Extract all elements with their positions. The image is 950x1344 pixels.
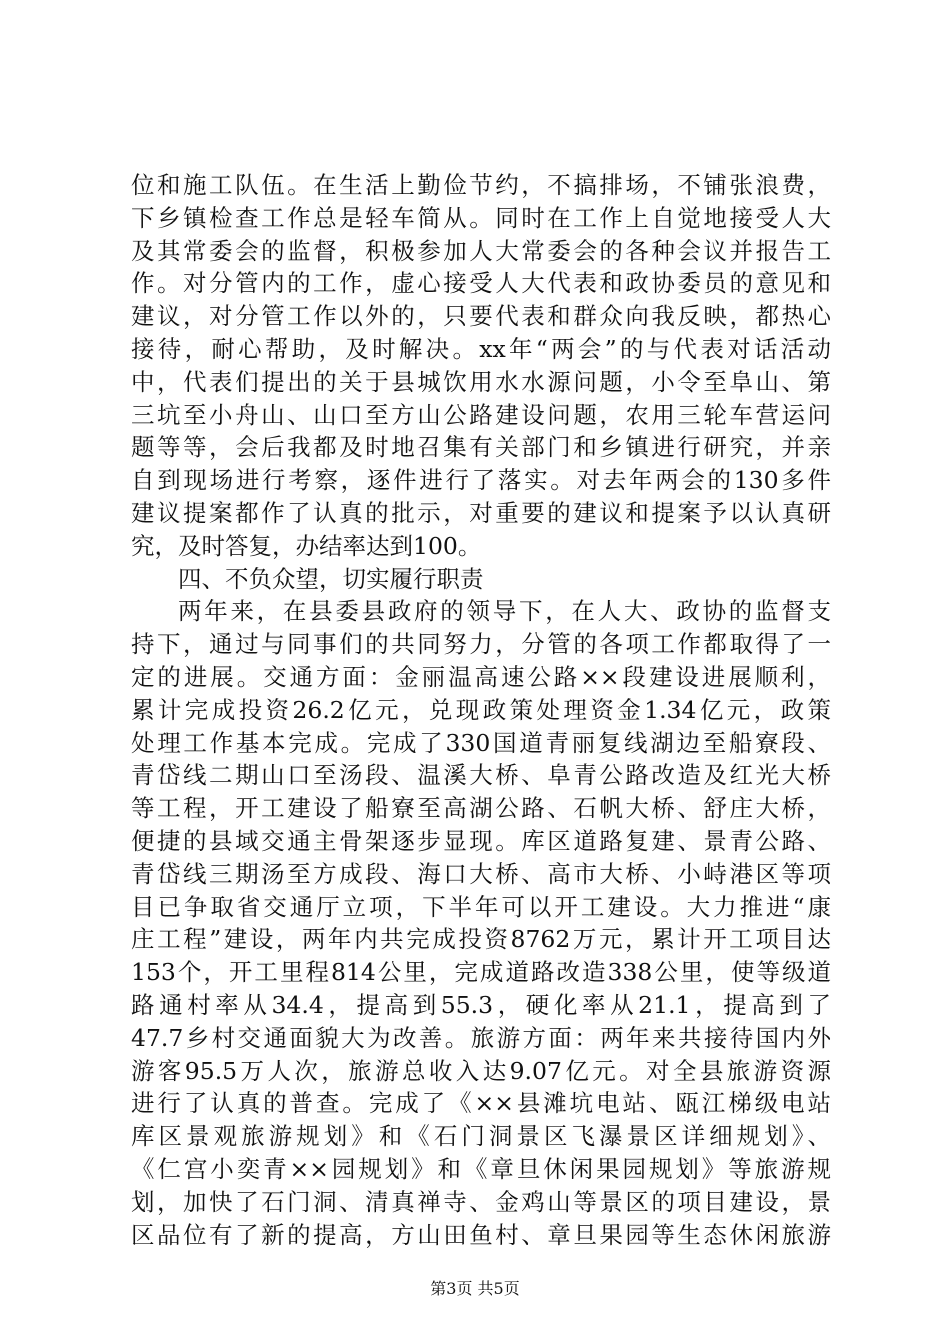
text-line: 青岱线三期汤至方成段、海口大桥、高市大桥、小峙港区等项 [131, 859, 831, 888]
text-line: 两年来，在县委县政府的领导下，在人大、政协的监督支 [178, 597, 831, 626]
text-line: 中，代表们提出的关于县城饮用水水源问题，小令至阜山、第 [131, 367, 831, 396]
text-line: 《仁宫小奕青××园规划》和《章旦休闲果园规划》等旅游规 [131, 1154, 831, 1183]
text-line: 建议，对分管工作以外的，只要代表和群众向我反映，都热心 [131, 302, 831, 331]
text-line: 下乡镇检查工作总是轻车简从。同时在工作上自觉地接受人大 [131, 203, 831, 232]
text-line: 等工程，开工建设了船寮至高湖公路、石帆大桥、舒庄大桥， [131, 794, 831, 823]
text-line: 47.7乡村交通面貌大为改善。旅游方面：两年来共接待国内外 [131, 1023, 831, 1052]
text-line: 及其常委会的监督，积极参加人大常委会的各种会议并报告工 [131, 236, 831, 265]
text-line: 作。对分管内的工作，虚心接受人大代表和政协委员的意见和 [131, 269, 831, 298]
text-line: 区品位有了新的提高，方山田鱼村、章旦果园等生态休闲旅游 [131, 1220, 831, 1249]
text-line: 库区景观旅游规划》和《石门洞景区飞瀑景区详细规划》、 [131, 1122, 831, 1151]
section-heading: 四、不负众望，切实履行职责 [178, 564, 484, 593]
text-line: 自到现场进行考察，逐件进行了落实。对去年两会的130多件 [131, 466, 831, 495]
text-line: 接待，耐心帮助，及时解决。xx年“两会”的与代表对话活动 [131, 334, 831, 363]
text-line: 建议提案都作了认真的批示，对重要的建议和提案予以认真研 [131, 498, 831, 527]
text-line: 持下，通过与同事们的共同努力，分管的各项工作都取得了一 [131, 630, 831, 659]
page-number-footer: 第3页 共5页 [430, 1279, 520, 1298]
document-body [131, 169, 831, 1251]
text-line: 游客95.5万人次，旅游总收入达9.07亿元。对全县旅游资源 [131, 1056, 831, 1085]
text-line: 路通村率从34.4，提高到55.3，硬化率从21.1，提高到了 [131, 990, 831, 1019]
text-line: 究，及时答复，办结率达到100。 [131, 531, 482, 560]
text-line: 处理工作基本完成。完成了330国道青丽复线湖边至船寮段、 [131, 728, 831, 757]
text-line: 三坑至小舟山、山口至方山公路建设问题，农用三轮车营运问 [131, 400, 831, 429]
text-line: 累计完成投资26.2亿元，兑现政策处理资金1.34亿元，政策 [131, 695, 831, 724]
text-line: 进行了认真的普查。完成了《××县滩坑电站、瓯江梯级电站 [131, 1089, 831, 1118]
text-line: 题等等，会后我都及时地召集有关部门和乡镇进行研究，并亲 [131, 433, 831, 462]
text-line: 庄工程”建设，两年内共完成投资8762万元，累计开工项目达 [131, 925, 831, 954]
text-line: 便捷的县域交通主骨架逐步显现。库区道路复建、景青公路、 [131, 826, 831, 855]
text-line: 青岱线二期山口至汤段、温溪大桥、阜青公路改造及红光大桥 [131, 761, 831, 790]
text-line: 位和施工队伍。在生活上勤俭节约，不搞排场，不铺张浪费， [131, 171, 831, 199]
text-line: 目已争取省交通厅立项，下半年可以开工建设。大力推进“康 [131, 892, 831, 921]
text-line: 划，加快了石门洞、清真禅寺、金鸡山等景区的项目建设，景 [131, 1187, 831, 1216]
text-line: 定的进展。交通方面：金丽温高速公路××段建设进展顺利， [131, 662, 831, 691]
text-line: 153个，开工里程814公里，完成道路改造338公里，使等级道 [131, 958, 831, 987]
